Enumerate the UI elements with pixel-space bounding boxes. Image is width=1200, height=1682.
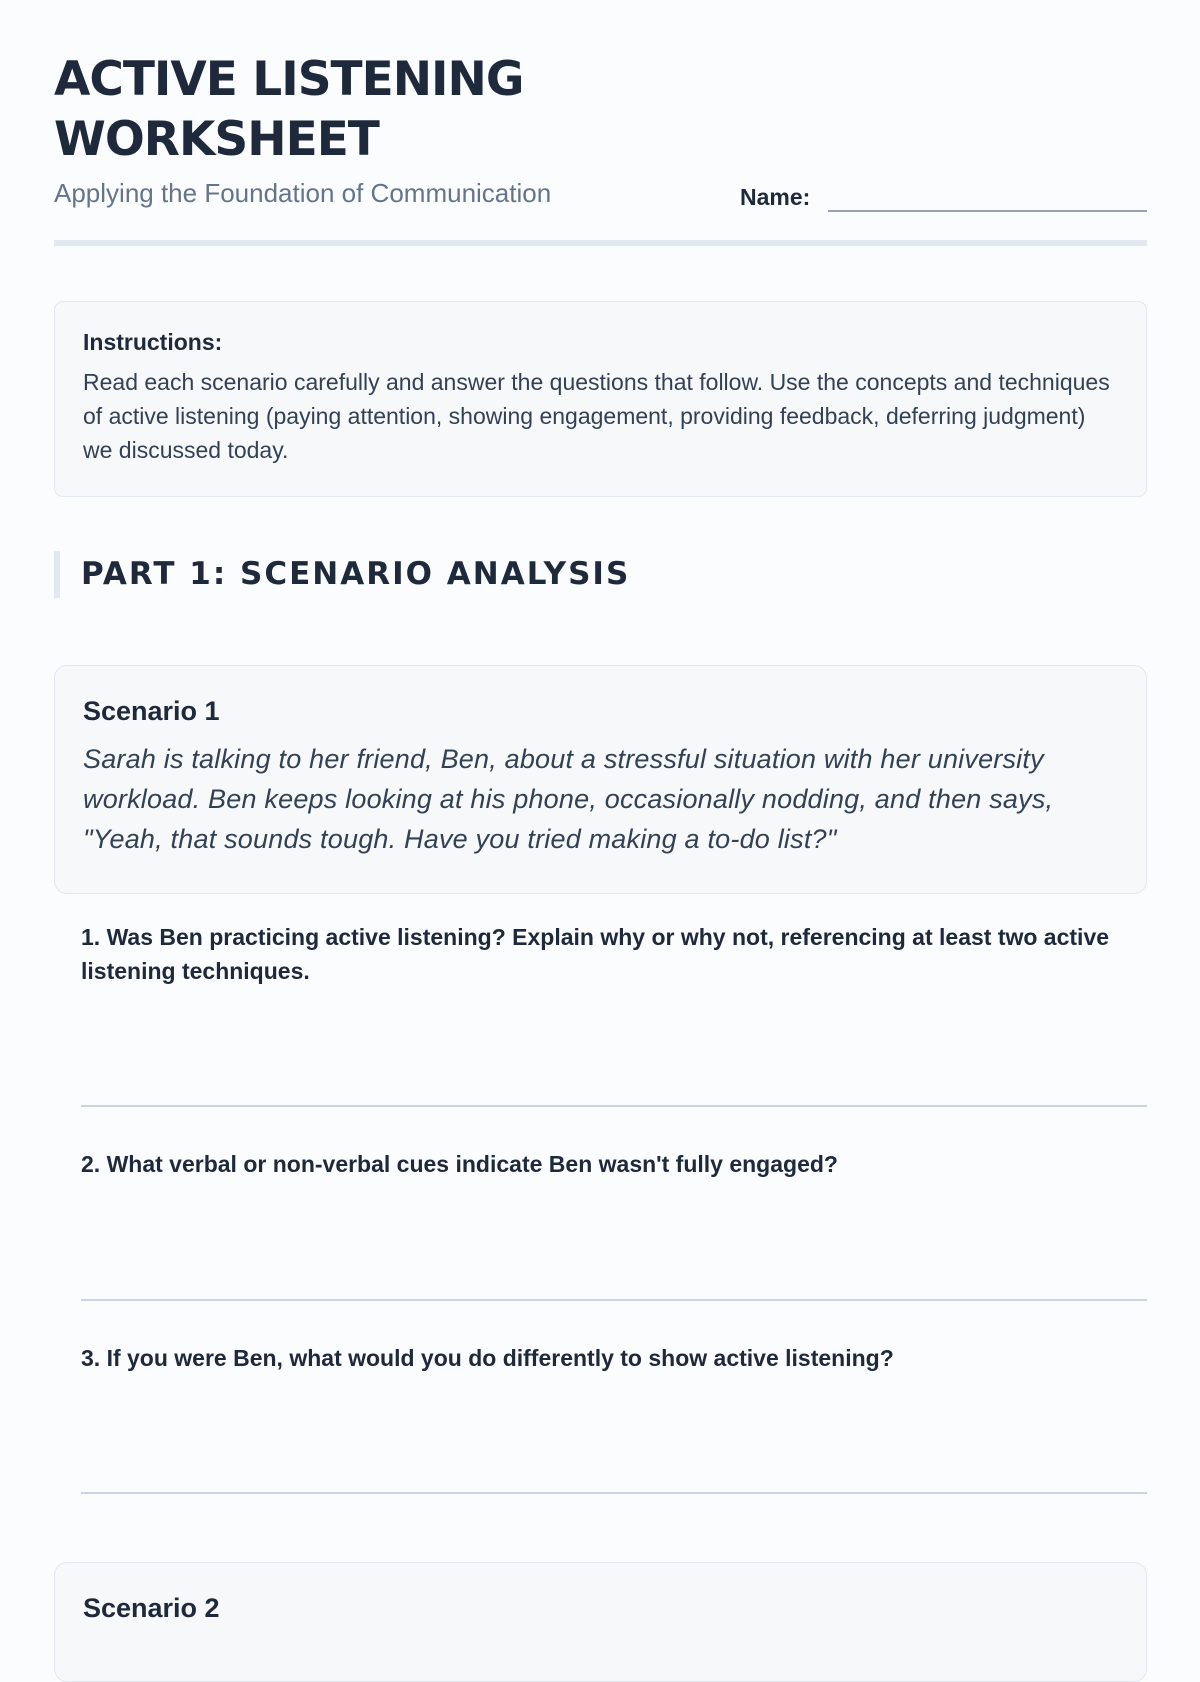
question-1: 1. Was Ben practicing active listening? Explain why or why not, referencing at least two active listening techniques. bbox=[81, 924, 1110, 984]
worksheet-subtitle: Applying the Foundation of Communication bbox=[54, 178, 552, 208]
header-divider bbox=[54, 240, 1147, 246]
worksheet-page bbox=[54, 0, 1147, 1623]
worksheet-header bbox=[54, 0, 1147, 248]
name-field-line[interactable] bbox=[828, 210, 1147, 212]
instructions-text: Read each scenario carefully and answer the questions that follow. Use the concepts and techniques of active listening (paying attention, showing engagement, providing feedback, deferring judgment) we discussed today. bbox=[83, 369, 1110, 463]
scenario-1-title: Scenario 1 bbox=[83, 696, 220, 726]
scenario-2-card bbox=[54, 1562, 1147, 1682]
answer-line-2[interactable] bbox=[81, 1299, 1147, 1301]
part1-heading: PART 1: SCENARIO ANALYSIS bbox=[54, 551, 630, 598]
instructions-box bbox=[54, 301, 1147, 497]
name-label: Name: bbox=[740, 184, 811, 210]
scenario-2-title: Scenario 2 bbox=[83, 1593, 220, 1623]
question-2: 2. What verbal or non-verbal cues indicate Ben wasn't fully engaged? bbox=[81, 1151, 838, 1177]
instructions-label: Instructions: bbox=[83, 329, 223, 355]
answer-line-3[interactable] bbox=[81, 1492, 1147, 1494]
answer-line-1[interactable] bbox=[81, 1105, 1147, 1107]
question-3: 3. If you were Ben, what would you do differently to show active listening? bbox=[81, 1345, 894, 1371]
scenario-1-text: Sarah is talking to her friend, Ben, about a stressful situation with her university workload. Ben keeps looking at his phone, occasionally nodding, and then says, "Yeah, that sounds tough. Have you tried making a to-do list?" bbox=[83, 744, 1054, 854]
scenario-1-card bbox=[54, 665, 1147, 894]
worksheet-title: ACTIVE LISTENING WORKSHEET bbox=[54, 52, 524, 167]
